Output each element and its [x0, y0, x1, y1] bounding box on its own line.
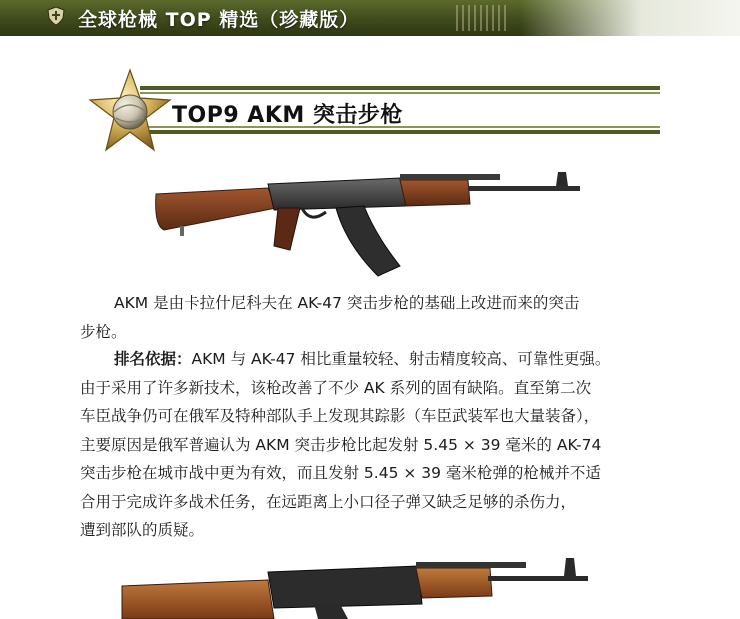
- text-line: [80, 345, 670, 374]
- star-medal-icon: [88, 68, 172, 154]
- akm-rifle-image: [150, 166, 590, 284]
- text-line: 主要原因是俄军普遍认为 AKM 突击步枪比起发射 5.45 × 39 毫米的 AK-74: [80, 435, 602, 454]
- text-line: 由于采用了许多新技术，该枪改善了不少 AK 系列的固有缺陷。直至第二次: [80, 378, 592, 397]
- book-title: 全球枪械 TOP 精选（珍藏版）: [78, 9, 360, 31]
- text-line: 突击步枪在城市战中更为有效，而且发射 5.45 × 39 毫米枪弹的枪械并不适: [80, 464, 601, 482]
- text-line: AKM 是由卡拉什尼科夫在 AK-47 突击步枪的基础上改进而来的突击: [114, 294, 580, 312]
- shield-logo-icon: [46, 6, 66, 26]
- decorative-stripes: [455, 3, 525, 33]
- text-line: 步枪。: [80, 322, 127, 341]
- section-heading: TOP9 AKM 突击步枪: [172, 103, 403, 128]
- intro-paragraph: [80, 289, 670, 346]
- ranking-lead: 排名依据：: [114, 350, 192, 368]
- ranking-paragraph: [80, 345, 670, 545]
- text-line: 遭到部队的质疑。: [80, 521, 205, 539]
- text-line: 合用于完成许多战术任务，在远距离上小口径子弹又缺乏足够的杀伤力，: [80, 492, 577, 511]
- text-span: AKM 与 AK-47 相比重量较轻、射击精度较高、可靠性更强。: [191, 350, 611, 368]
- header-bar: [0, 0, 740, 36]
- akm-rifle-image: [118, 552, 598, 619]
- section-title-band: [140, 86, 660, 134]
- text-line: 车臣战争仍可在俄军及特种部队手上发现其踪影（车臣武装军也大量装备），: [80, 407, 600, 425]
